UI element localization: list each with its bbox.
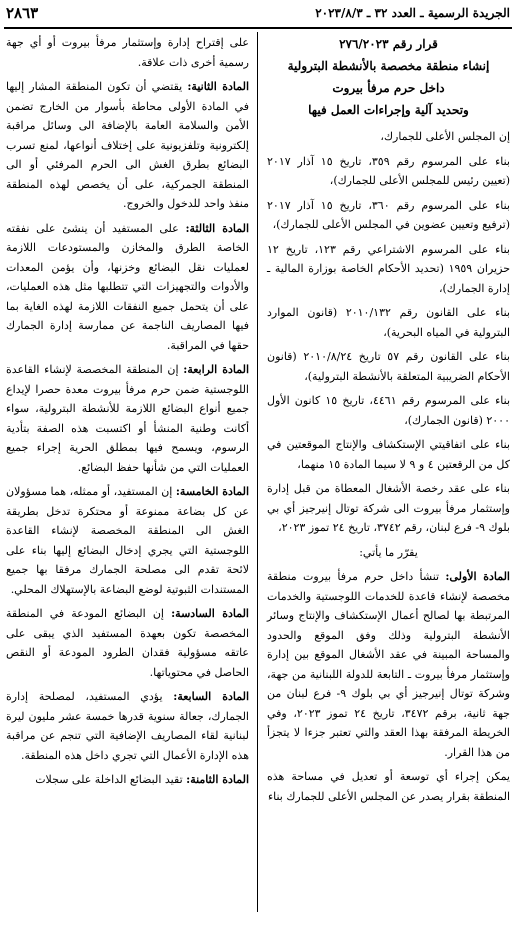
basis-paragraph: بناء على المرسوم الاشتراعي رقم ١٢٣، تاريخ ١٢ حزيران ١٩٥٩ (تحديد الأحكام الخاصة بوزارة المالية ـ إدارة الجمارك)،: [267, 242, 510, 295]
article-5: [6, 482, 249, 599]
article-1-continuation: يمكن إجراء أي توسعة أو تعديل في مساحة هذه المنطقة بقرار يصدر عن المجلس الأعلى للجمارك بناء: [267, 770, 510, 803]
article-label: المادة السابعة:: [173, 690, 250, 703]
page-number: ٢٨٦٣: [6, 4, 39, 22]
article-text: تقيد البضائع الداخلة على سجلات: [35, 773, 183, 786]
article-label: المادة الثالثة:: [185, 221, 249, 235]
article-label: المادة الثانية:: [187, 80, 250, 93]
article-6: [6, 604, 249, 682]
article-text: إن المنطقة المخصصة لإنشاء القاعدة اللوجستية ضمن حرم مرفأ بيروت معدة حصرا لإيداع جميع أنواع البضائع اللازمة للأنشطة البترولية، سواء أكانت وطنية المنشأ أو اكتسبت هذه الصفة بتأدية الرسوم، ويسمح فيها بمطلق الحرية إجراء جميع العمليات التي من شأنها حفظ البضائع.: [6, 363, 249, 474]
intro-paragraph: إن المجلس الأعلى للجمارك،: [380, 130, 510, 143]
decision-title-line-3: وتحديد آلية وإجراءات العمل فيها: [308, 103, 469, 117]
header-rule: [4, 27, 512, 29]
article-text: إن البضائع المودعة في المنطقة المخصصة تكون بعهدة المستفيد الذي يبقى على عاتقه مسؤولية فقدان الطرود المودعة أو النقص الحاصل في محتوياتها.: [6, 607, 249, 679]
continued-paragraph: على إقتراح إدارة وإستثمار مرفأ بيروت أو أي جهة رسمية أخرى ذات علاقة.: [6, 36, 249, 69]
decision-title-line-2: داخل حرم مرفأ بيروت: [332, 81, 445, 95]
column-divider: [257, 32, 258, 912]
basis-paragraph: بناء على المرسوم رقم ٣٦٠، تاريخ ١٥ آذار ٢٠١٧ (ترفيع وتعيين عضوين في المجلس الأعلى للجمارك)،: [267, 198, 510, 231]
basis-paragraph: بناء على القانون رقم ٥٧ تاريخ ٢٠١٠/٨/٢٤ (قانون الأحكام الضريبية المتعلقة بالأنشطة البترولية)،: [267, 350, 510, 383]
decides-line: يقرّر ما يأتي:: [359, 545, 418, 559]
basis-paragraph: بناء على المرسوم رقم ٣٥٩، تاريخ ١٥ آذار ٢٠١٧ (تعيين رئيس للمجلس الأعلى للجمارك)،: [267, 154, 510, 187]
basis-paragraph: بناء على القانون رقم ٢٠١٠/١٣٢ (قانون الموارد البترولية في المياه البحرية)،: [267, 306, 510, 339]
decision-title-line-1: إنشاء منطقة مخصصة بالأنشطة البترولية: [287, 59, 490, 73]
article-text: على المستفيد أن ينشئ على نفقته الخاصة الطرق والمخازن والمستودعات اللازمة لعمليات نقل البضائع وخزنها، وأن يؤمن المعدات والأدوات والتجهيزات التي تتطلبها مثل هذه العمليات، على أن يتحمل جميع النفقات اللازمة لهذه الغاية بما فيها المصاريف الناجمة عن ممارسة إدارة الجمارك حقها في المراقبة.: [6, 221, 249, 352]
article-7: [6, 687, 249, 765]
decision-heading: [267, 33, 510, 121]
article-text: يؤدي المستفيد، لمصلحة إدارة الجمارك، جعالة سنوية قدرها خمسة عشر مليون ليرة لبنانية لقاء المصاريف الإضافية التي تنجم عن مراقبة هذه الإدارة الأعمال التي تجري داخل هذه المنطقة.: [6, 690, 249, 762]
left-column: [6, 33, 249, 795]
gazette-title: الجريدة الرسمية ـ العدد ٣٢ ـ ٢٠٢٣/٨/٣: [315, 6, 510, 20]
article-label: المادة الخامسة:: [175, 485, 249, 498]
article-label: المادة الأولى:: [445, 570, 510, 583]
article-text: إن المستفيد، أو ممثله، هما مسؤولان عن كل بضاعة ممنوعة أو محتكرة تدخل بطريقة الغش الى المنطقة المخصصة لإنشاء القاعدة اللوجستية التي يجري إدخال البضائع إليها بناء على لائحة تقدم الى مصلحة الجمارك مرفقا بها جميع المستندات الثبوتية لوضع البضاعة بالإستهلاك المحلي.: [6, 485, 249, 596]
right-column: [267, 33, 510, 811]
article-4: [6, 360, 249, 477]
decision-number: قرار رقم ٢٧٦/٢٠٢٣: [339, 37, 438, 51]
article-1: [267, 567, 510, 762]
article-8: [6, 770, 249, 790]
article-text: يقتضي أن تكون المنطقة المشار إليها في المادة الأولى محاطة بأسوار من الخارج تضمن الأمن والسلامة العامة بالإضافة الى وسائل مراقبة إلكترونية وتلفزيونية على إختلاف أنواعها، لمنع تسرب البضائع بطرق الغش الى الحرم المرفئي أو الى المنطقة الجمركية، على أن يخصص لهذه المنطقة منفذ واحد للدخول والخروج.: [6, 80, 249, 210]
article-text: تنشأ داخل حرم مرفأ بيروت منطقة مخصصة لإنشاء قاعدة للخدمات اللوجستية والخدمات المرتبطة بها لصالح أعمال الإستكشاف والإنتاج وسائر الأنشطة البترولية وذلك وفق الموقع والحدود والمساحة المبينة في عقد الأشغال الموقع بين إدارة وإستثمار مرفأ بيروت ـ التابعة للدولة اللبنانية من جهة، وشركة توتال إنيرجيز أي بي بلوك ٩- فرع لبنان من جهة ثانية، برقم ٣٤٧٢، تاريخ ٢٤ تموز ٢٠٢٣، وفي الخريطة المرفقة بهذا العقد والتي تعتبر جزءا لا يتجزأ من هذا القرار.: [267, 570, 510, 759]
article-label: المادة السادسة:: [171, 607, 249, 620]
article-label: المادة الثامنة:: [186, 773, 249, 786]
article-2: [6, 77, 249, 214]
basis-paragraph: بناء على اتفاقيتي الإستكشاف والإنتاج الموقعتين في كل من الرقعتين ٤ و ٩ لا سيما المادة ١٥ منهما،: [267, 438, 510, 471]
page-header: [0, 0, 516, 30]
article-3: [6, 219, 249, 356]
basis-paragraph: بناء على عقد رخصة الأشغال المعطاة من قبل إدارة وإستثمار مرفأ بيروت الى شركة توتال إنيرجيز أي بي بلوك ٩- فرع لبنان، رقم ٣٧٤٢، تاريخ ٢٤ تموز ٢٠٢٣،: [267, 482, 510, 534]
basis-paragraph: بناء على المرسوم رقم ٤٤٦١، تاريخ ١٥ كانون الأول ٢٠٠٠ (قانون الجمارك)،: [267, 394, 510, 427]
article-label: المادة الرابعة:: [183, 363, 249, 376]
